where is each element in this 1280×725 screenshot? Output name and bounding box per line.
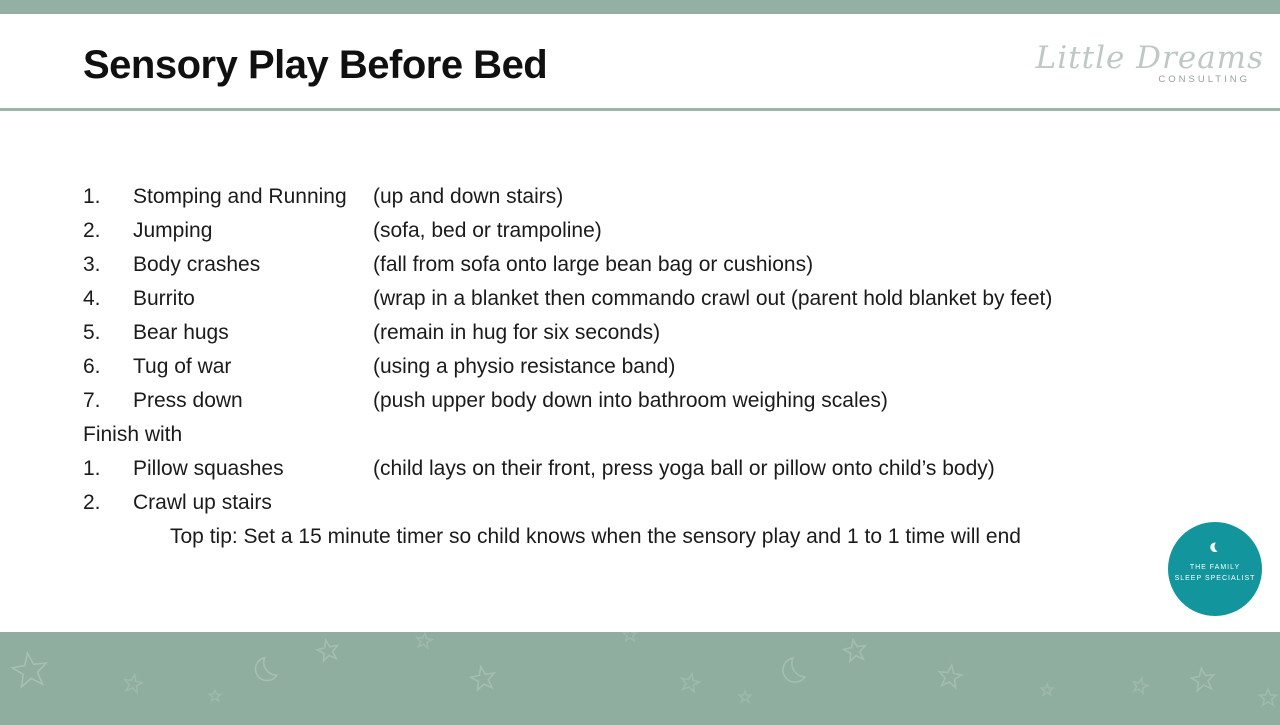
list-item [83,248,1260,282]
footer-band [0,632,1280,725]
crescent-moon-icon [1206,539,1224,557]
item-description: (push upper body down into bathroom weighing scales) [373,389,888,412]
item-name: Burrito [133,287,195,310]
list-section-label [83,418,1260,452]
item-description: (up and down stairs) [373,185,564,208]
item-number: 4. [83,287,101,310]
item-number: 1. [83,185,101,208]
item-number: 3. [83,253,101,276]
little-dreams-logo [1024,38,1264,86]
top-tip-text: Top tip: Set a 15 minute timer so child knows when the sensory play and 1 to 1 time will end [170,525,1021,548]
top-accent-bar [0,0,1280,14]
item-name: Tug of war [133,355,232,378]
top-tip [83,520,1260,554]
list-item [83,214,1260,248]
list-item [83,486,1260,520]
item-name: Jumping [133,219,213,242]
list-item [83,316,1260,350]
list-item [83,180,1260,214]
item-description [373,486,1260,520]
item-description: (sofa, bed or trampoline) [373,219,602,242]
item-name: Pillow squashes [133,457,284,480]
item-description: (fall from sofa onto large bean bag or cushions) [373,253,814,276]
item-number: 5. [83,321,101,344]
item-name: Body crashes [133,253,261,276]
badge-text-line2: SLEEP SPECIALIST [1174,575,1256,582]
item-number: 1. [83,457,101,480]
item-description: (using a physio resistance band) [373,355,676,378]
item-name: Crawl up stairs [133,491,272,514]
list-item [83,282,1260,316]
item-description: (remain in hug for six seconds) [373,321,661,344]
activity-list [83,180,1260,554]
item-name: Stomping and Running [133,185,347,208]
item-number: 2. [83,491,101,514]
stars-moons-pattern [0,632,1280,725]
item-name: Press down [133,389,243,412]
badge-text-line1: THE FAMILY [1189,564,1241,571]
header-divider [0,108,1280,111]
item-description: (child lays on their front, press yoga ball or pillow onto child’s body) [373,457,995,480]
list-item [83,452,1260,486]
item-number: 7. [83,389,101,412]
logo-subtitle: CONSULTING [1158,74,1250,85]
list-item [83,350,1260,384]
item-number: 6. [83,355,101,378]
item-description: (wrap in a blanket then commando crawl out (parent hold blanket by feet) [373,287,1053,310]
page-title: Sensory Play Before Bed [83,43,548,87]
list-item [83,384,1260,418]
item-number: 2. [83,219,101,242]
item-name: Bear hugs [133,321,229,344]
family-sleep-specialist-badge [1168,522,1262,616]
section-label-text: Finish with [83,423,183,446]
logo-wordmark: Little Dreams [1035,40,1264,76]
